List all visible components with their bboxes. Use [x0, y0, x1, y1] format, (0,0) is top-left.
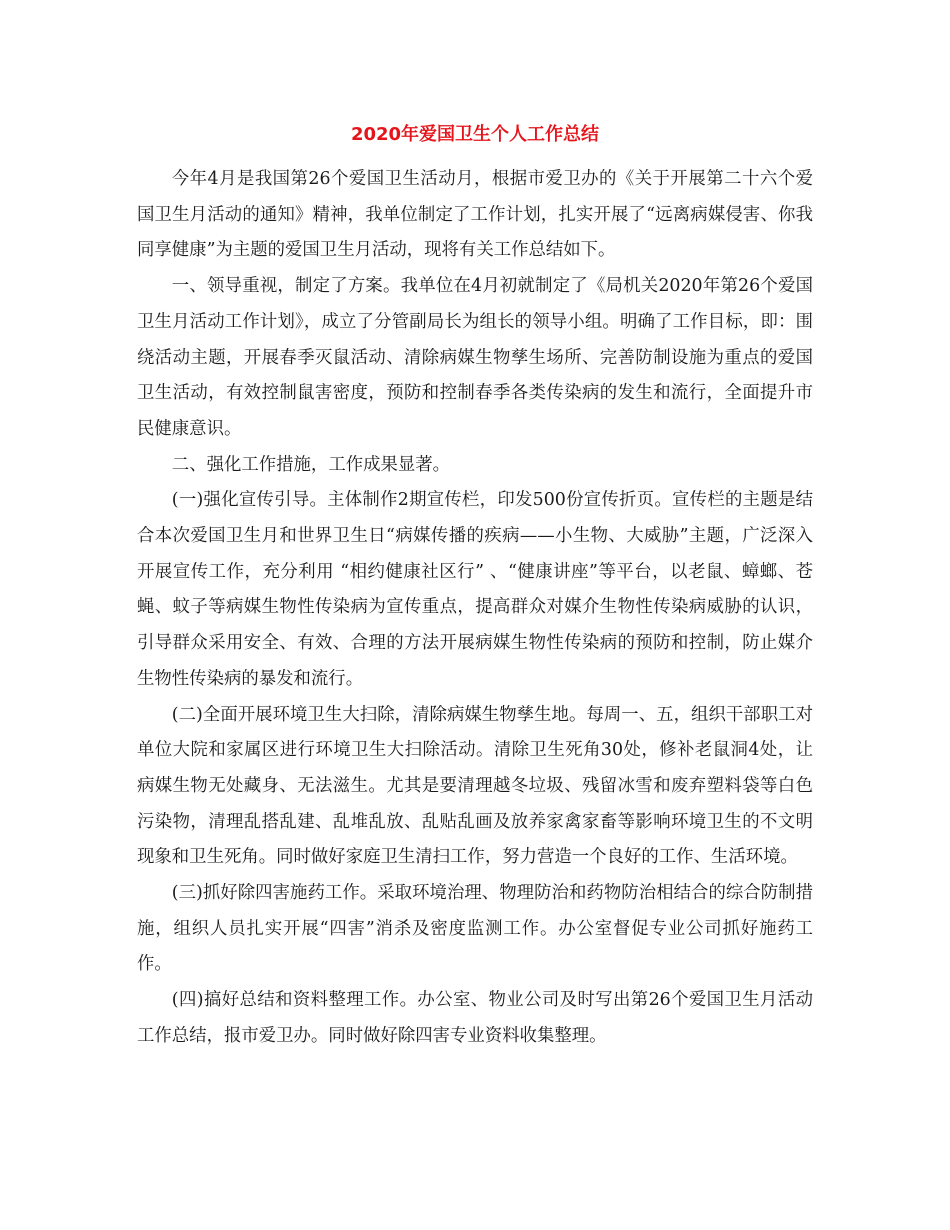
document-title: 2020年爱国卫生个人工作总结 [350, 124, 600, 145]
paragraph-item-3: (三)抓好除四害施药工作。采取环境治理、物理防治和药物防治相结合的综合防制措施，组织人员扎实开展“四害”消杀及密度监测工作。办公室督促专业公司抓好施药工作。 [137, 883, 813, 975]
paragraph-section-2: 二、强化工作措施，工作成果显著。 [171, 454, 451, 475]
document-body [137, 162, 813, 1055]
paragraph-section-1: 一、领导重视，制定了方案。我单位在4月初就制定了《局机关2020年第26个爱国卫生月活动工作计划》，成立了分管副局长为组长的领导小组。明确了工作目标，即：围绕活动主题，开展春季灭鼠活动、清除病媒生物孳生场所、完善防制设施为重点的爱国卫生活动，有效控制鼠害密度，预防和控制春季各类传染病的发生和流行，全面提升市民健康意识。 [137, 276, 813, 439]
paragraph-item-1: (一)强化宣传引导。主体制作2期宣传栏，印发500份宣传折页。宣传栏的主题是结合本次爱国卫生月和世界卫生日“病媒传播的疾病——小生物、大威胁”主题，广泛深入开展宣传工作，充分利用 “相约健康社区行” 、“健康讲座”等平台，以老鼠、蟑螂、苍蝇、蚊子等病媒生物性传染病为宣传重点，提高群众对媒介生物性传染病威胁的认识，引导群众采用安全、有效、合理的方法开展病媒生物性传染病的预防和控制，防止媒介生物性传染病的暴发和流行。 [137, 490, 813, 689]
paragraph-item-4: (四)搞好总结和资料整理工作。办公室、物业公司及时写出第26个爱国卫生月活动工作总结，报市爱卫办。同时做好除四害专业资料收集整理。 [137, 990, 813, 1046]
paragraph-intro: 今年4月是我国第26个爱国卫生活动月，根据市爱卫办的《关于开展第二十六个爱国卫生月活动的通知》精神，我单位制定了工作计划，扎实开展了“远离病媒侵害、你我同享健康”为主题的爱国卫生月活动，现将有关工作总结如下。 [137, 169, 813, 261]
paragraph-item-2: (二)全面开展环境卫生大扫除，清除病媒生物孳生地。每周一、五，组织干部职工对单位大院和家属区进行环境卫生大扫除活动。清除卫生死角30处，修补老鼠洞4处，让病媒生物无处藏身、无法滋生。尤其是要清理越冬垃圾、残留冰雪和废弃塑料袋等白色污染物，清理乱搭乱建、乱堆乱放、乱贴乱画及放养家禽家畜等影响环境卫生的不文明现象和卫生死角。同时做好家庭卫生清扫工作，努力营造一个良好的工作、生活环境。 [137, 704, 813, 868]
